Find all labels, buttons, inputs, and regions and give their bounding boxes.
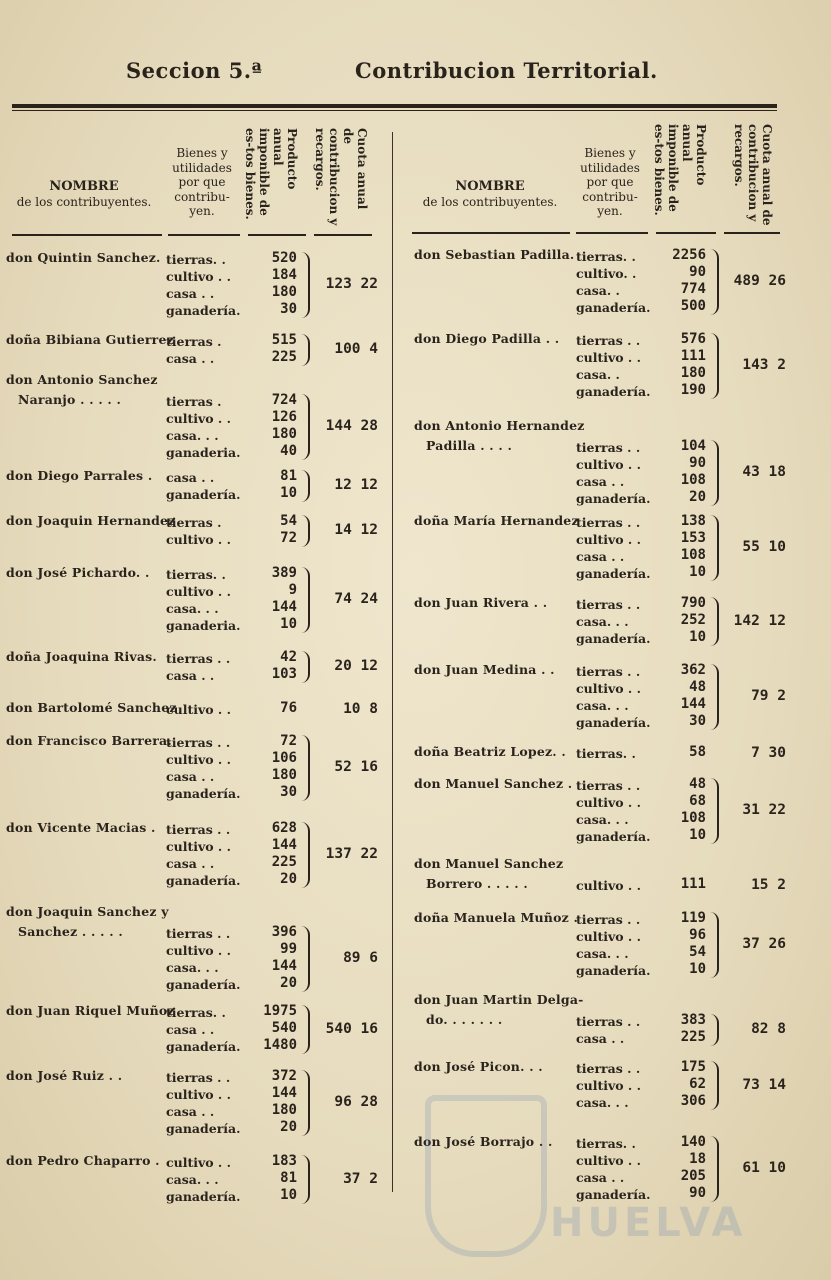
property-type: casa . .	[166, 351, 215, 366]
property-type: ganadería.	[166, 977, 241, 992]
contributor-name: don Bartolomé Sanchez	[6, 700, 177, 715]
taxable-product-value: 2256	[672, 247, 706, 263]
taxable-product-value: 30	[280, 301, 297, 317]
property-type: ganadería.	[166, 786, 241, 801]
contributor-name: don Sebastian Padilla.	[414, 247, 575, 262]
taxable-product-value: 362	[680, 662, 706, 678]
taxable-product-value: 515	[271, 332, 297, 348]
column-divider	[392, 132, 393, 1192]
taxable-product-value: 180	[271, 426, 297, 442]
property-type: ganadería.	[576, 829, 651, 844]
taxable-product-value: 20	[280, 871, 297, 887]
contributor-name: doña María Hernandez	[414, 513, 579, 528]
property-type: cultivo . .	[576, 1078, 641, 1093]
taxable-product-value: 99	[280, 941, 297, 957]
taxable-product-value: 10	[280, 616, 297, 632]
taxable-product-value: 10	[689, 564, 706, 580]
producto-header-left: Producto anual imponible de es-tos bienes.	[243, 128, 299, 220]
watermark-text: HUELVA	[550, 1200, 747, 1246]
property-type: cultivo . .	[166, 584, 231, 599]
property-type: cultivo . .	[166, 411, 231, 426]
property-type: tierras . .	[576, 664, 641, 679]
property-type: tierras . .	[166, 926, 231, 941]
taxable-product-value: 62	[689, 1076, 706, 1092]
property-type: ganadería.	[576, 300, 651, 315]
property-type: cultivo . .	[166, 943, 231, 958]
contributor-name: don José Pichardo. .	[6, 565, 150, 580]
taxable-product-value: 10	[689, 827, 706, 843]
property-type: ganadería.	[166, 303, 241, 318]
taxable-product-value: 790	[680, 595, 706, 611]
brace-mark	[300, 651, 310, 683]
header-rule	[412, 232, 570, 234]
property-type: casa. . .	[576, 812, 629, 827]
nombre-header-left: NOMBRE de los contribuyentes.	[16, 179, 152, 209]
taxable-product-value: 628	[271, 820, 297, 836]
annual-quota: 73 14	[742, 1076, 786, 1093]
contributor-name: Padilla . . . .	[426, 438, 513, 453]
property-type: casa. . .	[166, 428, 219, 443]
taxable-product-value: 48	[689, 679, 706, 695]
taxable-product-value: 724	[271, 392, 297, 408]
property-type: cultivo . .	[576, 681, 641, 696]
property-type: cultivo . .	[166, 839, 231, 854]
property-type: casa . .	[166, 668, 215, 683]
header-rule	[248, 234, 306, 236]
contributor-name: don Joaquin Sanchez y	[6, 904, 169, 919]
contributor-name: don Juan Medina . .	[414, 662, 555, 677]
taxable-product-value: 108	[680, 810, 706, 826]
cuota-header-right: Cuota anual de contribucion y recargos.	[732, 124, 774, 226]
taxable-product-value: 90	[689, 455, 706, 471]
cuota-header-left: Cuota anual de contribucion y recargos.	[313, 128, 369, 226]
annual-quota: 12 12	[334, 477, 378, 493]
contributor-name: don Juan Rivera . .	[414, 595, 548, 610]
taxable-product-value: 144	[271, 958, 297, 974]
taxable-product-value: 111	[680, 348, 706, 364]
contributor-name: don Vicente Macias .	[6, 820, 156, 835]
annual-quota: 61 10	[742, 1160, 786, 1176]
property-type: tierras . .	[166, 822, 231, 837]
taxable-product-value: 20	[280, 1119, 297, 1135]
bienes-header-right: Bienes y utilidades por que contribu-yen.	[580, 146, 640, 218]
property-type: tierras .	[166, 515, 222, 530]
brace-mark	[709, 515, 719, 581]
section-heading: Seccion 5.ª	[126, 58, 263, 83]
contributor-name: don Diego Parrales .	[6, 468, 153, 483]
contributor-name: Sanchez . . . . .	[18, 924, 123, 939]
property-type: cultivo . .	[166, 269, 231, 284]
property-type: cultivo . .	[166, 1155, 231, 1170]
annual-quota: 74 24	[334, 591, 378, 607]
header-rule	[724, 232, 780, 234]
header-rule	[168, 234, 240, 236]
brace-mark	[300, 515, 310, 547]
property-type: casa. . .	[576, 946, 629, 961]
taxable-product-value: 144	[271, 1085, 297, 1101]
brace-mark	[709, 597, 719, 646]
property-type: ganadería.	[576, 1187, 651, 1202]
brace-mark	[300, 1005, 310, 1054]
contributor-name: doña Manuela Muñoz .	[414, 910, 579, 925]
contributor-name: don Quintin Sanchez.	[6, 250, 161, 265]
contributor-name: don Diego Padilla . .	[414, 331, 560, 346]
property-type: tierras. .	[576, 746, 636, 761]
contributor-name: do. . . . . . .	[426, 1012, 503, 1027]
taxable-product-value: 144	[680, 696, 706, 712]
annual-quota: 14 12	[334, 522, 378, 538]
property-type: tierras. .	[166, 252, 226, 267]
property-type: cultivo . .	[576, 532, 641, 547]
taxable-product-value: 30	[689, 713, 706, 729]
property-type: tierras . .	[576, 515, 641, 530]
annual-quota: 43 18	[742, 464, 786, 480]
contributor-name: don José Borrajo . .	[414, 1134, 553, 1149]
property-type: ganadería.	[576, 491, 651, 506]
property-type: cultivo. .	[576, 266, 637, 281]
property-type: ganadería.	[576, 631, 651, 646]
annual-quota: 96 28	[334, 1094, 378, 1110]
property-type: cultivo . .	[576, 929, 641, 944]
top-rule	[12, 104, 777, 108]
property-type: casa . .	[576, 549, 625, 564]
contributor-name: don Antonio Sanchez	[6, 372, 158, 387]
taxable-product-value: 144	[271, 837, 297, 853]
annual-quota: 89 6	[343, 950, 378, 966]
taxable-product-value: 108	[680, 472, 706, 488]
property-type: tierras .	[166, 394, 222, 409]
property-type: tierras . .	[166, 651, 231, 666]
taxable-product-value: 175	[680, 1059, 706, 1075]
taxable-product-value: 126	[271, 409, 297, 425]
annual-quota: 100 4	[334, 341, 378, 357]
property-type: tierras . .	[576, 778, 641, 793]
annual-quota: 31 22	[742, 802, 786, 818]
taxable-product-value: 20	[689, 489, 706, 505]
taxable-product-value: 500	[680, 298, 706, 314]
property-type: casa. . .	[576, 1095, 629, 1110]
contributor-name: Naranjo . . . . .	[18, 392, 122, 407]
property-type: tierras . .	[166, 1070, 231, 1085]
brace-mark	[300, 394, 310, 460]
top-rule-thin	[12, 110, 777, 111]
taxable-product-value: 225	[680, 1029, 706, 1045]
taxable-product-value: 183	[271, 1153, 297, 1169]
taxable-product-value: 106	[271, 750, 297, 766]
annual-quota: 7 30	[751, 744, 786, 761]
brace-mark	[300, 822, 310, 888]
property-type: cultivo . .	[166, 532, 231, 547]
taxable-product-value: 103	[271, 666, 297, 682]
property-type: ganadería.	[576, 566, 651, 581]
taxable-product-value: 10	[689, 961, 706, 977]
taxable-product-value: 10	[689, 629, 706, 645]
taxable-product-value: 119	[680, 910, 706, 926]
taxable-product-value: 153	[680, 530, 706, 546]
property-type: casa . .	[166, 769, 215, 784]
taxable-product-value: 383	[680, 1012, 706, 1028]
contributor-name: don Antonio Hernandez	[414, 418, 585, 433]
brace-mark	[300, 735, 310, 801]
taxable-product-value: 42	[280, 649, 297, 665]
brace-mark	[709, 778, 719, 844]
brace-mark	[709, 440, 719, 506]
property-type: cultivo . .	[166, 752, 231, 767]
taxable-product-value: 68	[689, 793, 706, 809]
property-type: casa. .	[576, 283, 620, 298]
taxable-product-value: 18	[689, 1151, 706, 1167]
taxable-product-value: 90	[689, 264, 706, 280]
property-type: tierras. .	[576, 1136, 636, 1151]
contributor-name: don Manuel Sanchez	[414, 856, 564, 871]
taxable-product-value: 184	[271, 267, 297, 283]
taxable-product-value: 225	[271, 854, 297, 870]
taxable-product-value: 306	[680, 1093, 706, 1109]
taxable-product-value: 180	[271, 284, 297, 300]
property-type: casa . .	[166, 1104, 215, 1119]
property-type: ganadería.	[166, 487, 241, 502]
taxable-product-value: 111	[680, 876, 706, 892]
brace-mark	[709, 664, 719, 730]
taxable-product-value: 389	[271, 565, 297, 581]
property-type: ganadería.	[166, 1189, 241, 1204]
brace-mark	[300, 567, 310, 633]
property-type: tierras . .	[576, 597, 641, 612]
nombre-header-right: NOMBRE de los contribuyentes.	[422, 179, 558, 209]
taxable-product-value: 144	[271, 599, 297, 615]
property-type: casa. . .	[166, 1172, 219, 1187]
annual-quota: 79 2	[751, 688, 786, 704]
property-type: ganaderia.	[166, 445, 241, 460]
property-type: cultivo . .	[576, 457, 641, 472]
taxable-product-value: 540	[271, 1020, 297, 1036]
taxable-product-value: 54	[280, 513, 297, 529]
annual-quota: 142 12	[733, 612, 786, 629]
property-type: casa . .	[576, 1170, 625, 1185]
property-type: casa . .	[166, 286, 215, 301]
taxable-product-value: 205	[680, 1168, 706, 1184]
contributor-name: doña Bibiana Gutierrez	[6, 332, 174, 347]
taxable-product-value: 180	[271, 1102, 297, 1118]
brace-mark	[300, 1155, 310, 1204]
property-type: casa . .	[576, 1031, 625, 1046]
brace-mark	[300, 470, 310, 502]
annual-quota: 52 16	[334, 759, 378, 775]
taxable-product-value: 81	[280, 468, 297, 484]
page-title: Contribucion Territorial.	[355, 58, 658, 83]
brace-mark	[709, 912, 719, 978]
taxable-product-value: 1975	[263, 1003, 297, 1019]
taxable-product-value: 372	[271, 1068, 297, 1084]
contributor-name: Borrero . . . . .	[426, 876, 528, 891]
property-type: tierras . .	[166, 735, 231, 750]
taxable-product-value: 96	[689, 927, 706, 943]
taxable-product-value: 774	[680, 281, 706, 297]
annual-quota: 10 8	[343, 700, 378, 717]
property-type: tierras . .	[576, 440, 641, 455]
property-type: cultivo . .	[576, 1153, 641, 1168]
taxable-product-value: 81	[280, 1170, 297, 1186]
contributor-name: don Manuel Sanchez .	[414, 776, 573, 791]
annual-quota: 82 8	[751, 1021, 786, 1037]
contributor-name: don Juan Riquel Muñoz	[6, 1003, 175, 1018]
property-type: casa. . .	[166, 960, 219, 975]
annual-quota: 37 26	[742, 936, 786, 952]
property-type: casa. . .	[576, 698, 629, 713]
annual-quota: 15 2	[751, 876, 786, 893]
property-type: tierras .	[166, 334, 222, 349]
annual-quota: 143 2	[742, 357, 786, 373]
coat-of-arms-icon	[425, 1095, 547, 1257]
taxable-product-value: 40	[280, 443, 297, 459]
taxable-product-value: 180	[271, 767, 297, 783]
annual-quota: 20 12	[334, 658, 378, 674]
bienes-header-left: Bienes y utilidades por que contribu-yen.	[172, 146, 232, 218]
property-type: casa . .	[166, 856, 215, 871]
taxable-product-value: 225	[271, 349, 297, 365]
taxable-product-value: 20	[280, 975, 297, 991]
taxable-product-value: 396	[271, 924, 297, 940]
property-type: tierras . .	[576, 1061, 641, 1076]
header-rule	[576, 232, 648, 234]
taxable-product-value: 190	[680, 382, 706, 398]
property-type: casa. .	[576, 367, 620, 382]
property-type: tierras . .	[576, 912, 641, 927]
contributor-name: don Francisco Barrera.	[6, 733, 172, 748]
archive-watermark	[425, 1085, 785, 1255]
header-rule	[656, 232, 716, 234]
property-type: cultivo . .	[576, 795, 641, 810]
contributor-name: doña Beatriz Lopez. .	[414, 744, 566, 759]
contributor-name: don Juan Martin Delga-	[414, 992, 584, 1007]
property-type: casa . .	[576, 474, 625, 489]
taxable-product-value: 180	[680, 365, 706, 381]
taxable-product-value: 10	[280, 485, 297, 501]
property-type: tierras. .	[166, 567, 226, 582]
property-type: ganadería.	[166, 1121, 241, 1136]
taxable-product-value: 108	[680, 547, 706, 563]
taxable-product-value: 104	[680, 438, 706, 454]
contributor-name: don José Picon. . .	[414, 1059, 543, 1074]
brace-mark	[709, 1014, 719, 1046]
annual-quota: 144 28	[325, 418, 378, 434]
property-type: ganaderia.	[166, 618, 241, 633]
brace-mark	[300, 252, 310, 318]
taxable-product-value: 576	[680, 331, 706, 347]
taxable-product-value: 138	[680, 513, 706, 529]
property-type: casa. . .	[576, 614, 629, 629]
taxable-product-value: 54	[689, 944, 706, 960]
contributor-name: doña Joaquina Rivas.	[6, 649, 157, 664]
taxable-product-value: 140	[680, 1134, 706, 1150]
annual-quota: 137 22	[325, 846, 378, 862]
brace-mark	[300, 334, 310, 366]
property-type: tierras. .	[576, 249, 636, 264]
property-type: cultivo . .	[576, 878, 641, 893]
taxable-product-value: 10	[280, 1187, 297, 1203]
annual-quota: 55 10	[742, 539, 786, 555]
taxable-product-value: 72	[280, 733, 297, 749]
taxable-product-value: 72	[280, 530, 297, 546]
contributor-name: don Pedro Chaparro .	[6, 1153, 160, 1168]
taxable-product-value: 48	[689, 776, 706, 792]
property-type: ganadería.	[576, 715, 651, 730]
annual-quota: 123 22	[325, 276, 378, 292]
header-rule	[12, 234, 162, 236]
property-type: cultivo . .	[576, 350, 641, 365]
property-type: ganadería.	[166, 1039, 241, 1054]
taxable-product-value: 520	[271, 250, 297, 266]
header-rule	[314, 234, 372, 236]
annual-quota: 489 26	[733, 273, 786, 289]
annual-quota: 37 2	[343, 1170, 378, 1187]
property-type: ganadería.	[166, 873, 241, 888]
taxable-product-value: 1480	[263, 1037, 297, 1053]
taxable-product-value: 58	[689, 744, 706, 760]
brace-mark	[709, 249, 719, 315]
property-type: tierras . .	[576, 1014, 641, 1029]
brace-mark	[709, 333, 719, 399]
contributor-name: don Joaquin Hernandez	[6, 513, 176, 528]
annual-quota: 540 16	[325, 1020, 378, 1037]
property-type: tierras . .	[576, 333, 641, 348]
property-type: ganadería.	[576, 963, 651, 978]
property-type: casa . .	[166, 470, 215, 485]
property-type: cultivo . .	[166, 1087, 231, 1102]
property-type: casa . .	[166, 1022, 215, 1037]
property-type: cultivo . .	[166, 702, 231, 717]
taxable-product-value: 90	[689, 1185, 706, 1201]
brace-mark	[300, 926, 310, 992]
taxable-product-value: 9	[288, 582, 297, 598]
taxable-product-value: 76	[280, 700, 297, 716]
taxable-product-value: 30	[280, 784, 297, 800]
property-type: tierras. .	[166, 1005, 226, 1020]
property-type: ganadería.	[576, 384, 651, 399]
taxable-product-value: 252	[680, 612, 706, 628]
producto-header-right: Producto anual imponible de es-tos bienes.	[652, 124, 708, 216]
contributor-name: don José Ruiz . .	[6, 1068, 123, 1083]
property-type: casa. . .	[166, 601, 219, 616]
brace-mark	[300, 1070, 310, 1136]
